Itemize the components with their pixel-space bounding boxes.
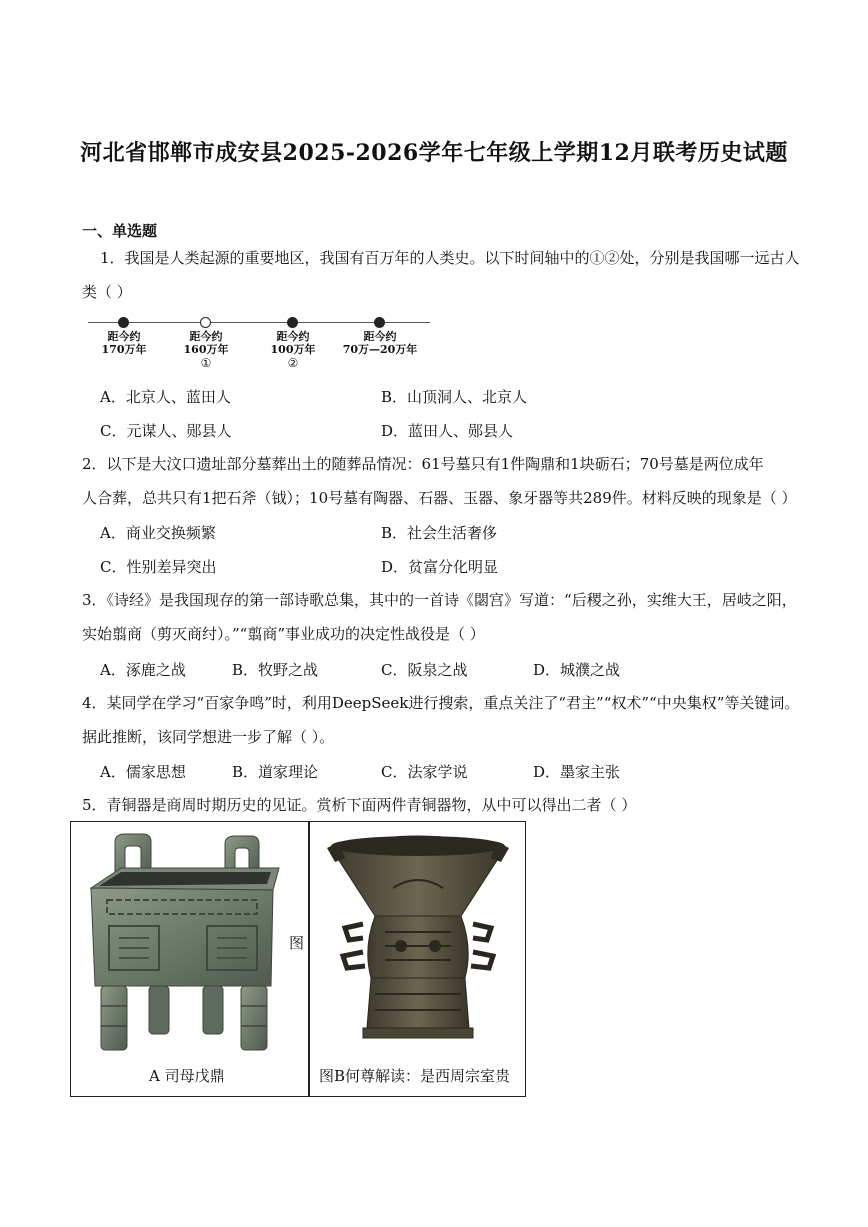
timeline-label-3: 距今约 100万年 [270,330,316,356]
timeline-mark-1: ① [200,356,212,370]
q4-option-c[interactable]: C．法家学说 [381,763,468,781]
side-char: 图 [289,934,305,952]
question-4-line-2: 据此推断，该同学想进一步了解（ ）。 [82,728,335,746]
question-3-line-2: 实始翦商（剪灭商纣）。”“翦商”事业成功的决定性战役是（ ） [82,625,485,643]
timeline-mark-2: ② [287,356,299,370]
question-3-line-1: 3．《诗经》是我国现存的第一部诗歌总集，其中的一首诗《閟宫》写道：“后稷之孙，实维大王，居岐之阳， [82,591,797,609]
question-1-line-2: 类（ ） [82,283,132,301]
question-1-line-1: 1．我国是人类起源的重要地区，我国有百万年的人类史。以下时间轴中的①②处，分别是我国哪一远古人 [100,249,800,267]
q3-option-b[interactable]: B．牧野之战 [232,661,319,679]
q3-option-d[interactable]: D．城濮之战 [533,661,621,679]
question-2-line-1: 2．以下是大汶口遗址部分墓葬出土的随葬品情况：61号墓只有1件陶鼎和1块砺石；70号墓是两位成年 [82,455,764,473]
q1-option-b[interactable]: B．山顶洞人、北京人 [381,388,528,406]
timeline-label-1: 距今约 170万年 [101,330,147,356]
page-title: 河北省邯郸市成安县2025-2026学年七年级上学期12月联考历史试题 [80,140,788,166]
timeline-node-1 [118,317,129,328]
q2-option-d[interactable]: D．贫富分化明显 [381,558,499,576]
timeline-label-4: 距今约 70万—20万年 [342,330,418,356]
caption-a: A 司母戊鼎 [149,1067,225,1085]
timeline-node-2 [200,317,211,328]
q2-option-c[interactable]: C．性别差异突出 [100,558,217,576]
he-zun-image [323,828,513,1060]
timeline-node-4 [374,317,385,328]
q2-option-a[interactable]: A．商业交换频繁 [100,524,216,542]
q4-option-d[interactable]: D．墨家主张 [533,763,621,781]
caption-b: 图B何尊解读：是西周宗室贵 [319,1067,511,1085]
question-4-line-1: 4．某同学在学习“百家争鸣”时，利用DeepSeek进行搜索，重点关注了“君主”“权术”“中央集权”等关键词。 [82,694,800,712]
q2-option-b[interactable]: B．社会生活奢侈 [381,524,498,542]
q1-option-a[interactable]: A．北京人、蓝田人 [100,388,231,406]
timeline-node-3 [287,317,298,328]
table-divider [308,822,310,1096]
q4-option-a[interactable]: A．儒家思想 [100,763,186,781]
question-2-line-2: 人合葬，总共只有1把石斧（钺）；10号墓有陶器、石器、玉器、象牙器等共289件。材料反映的现象是（ ） [82,489,797,507]
q4-option-b[interactable]: B．道家理论 [232,763,319,781]
q1-option-c[interactable]: C．元谋人、郧县人 [100,422,232,440]
timeline-label-2: 距今约 160万年 [183,330,229,356]
q1-option-d[interactable]: D．蓝田人、郧县人 [381,422,514,440]
bronze-figure-table [70,821,526,1097]
q3-option-c[interactable]: C．阪泉之战 [381,661,468,679]
q3-option-a[interactable]: A．涿鹿之战 [100,661,186,679]
question-5-line-1: 5．青铜器是商周时期历史的见证。赏析下面两件青铜器物，从中可以得出二者（ ） [82,796,637,814]
section-heading: 一、单选题 [82,222,158,240]
simuwu-ding-image [85,830,285,1056]
timeline [88,312,433,374]
